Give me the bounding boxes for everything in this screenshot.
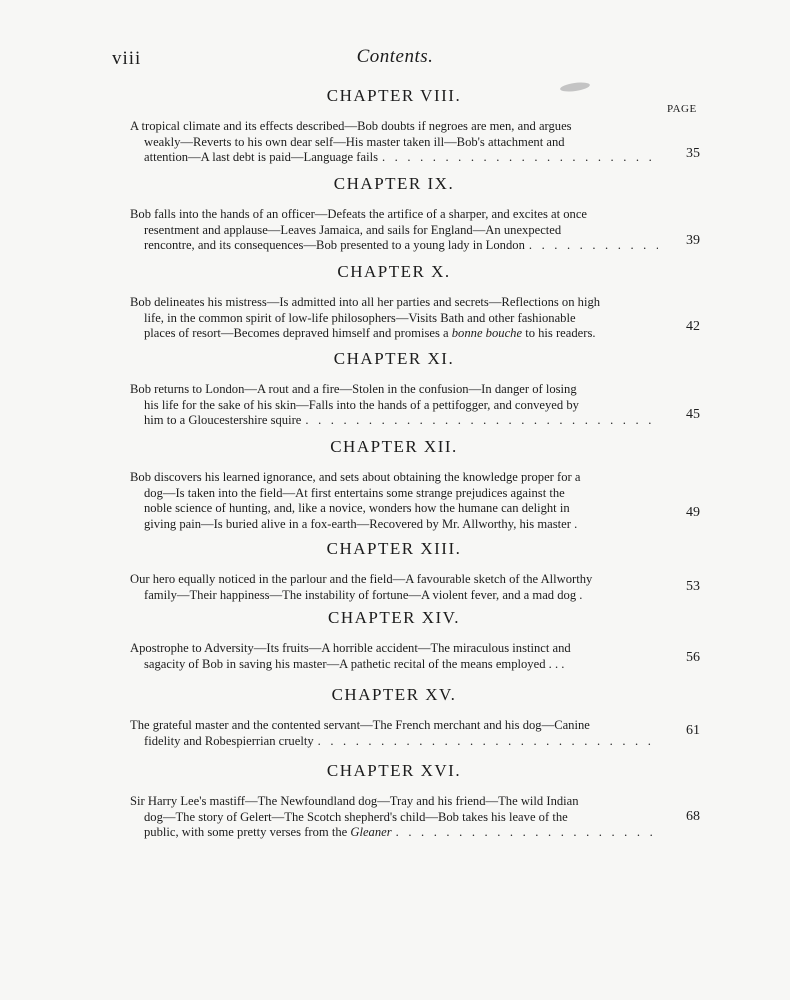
chapter-entry — [130, 685, 658, 749]
summary-line: his life for the sake of his skin—Falls into the hands of a pettifogger, and conveyed by — [144, 397, 579, 412]
summary-line: The grateful master and the contented servant—The French merchant and his dog—Canine — [130, 718, 590, 732]
summary-line: sagacity of Bob in saving his master—A pathetic recital of the means employed . . . — [144, 656, 565, 671]
chapter-summary — [130, 641, 658, 672]
chapter-title: CHAPTER XVI. — [326, 761, 462, 780]
chapter-summary — [130, 382, 658, 429]
leader-dots — [396, 825, 658, 841]
chapter-entry — [130, 349, 658, 429]
chapter-title: CHAPTER XIII. — [326, 539, 462, 558]
summary-line: noble science of hunting, and, like a novice, wonders how the humane can delight in — [144, 501, 570, 515]
chapter-title: CHAPTER X. — [337, 262, 451, 281]
summary-line: Our hero equally noticed in the parlour and the field—A favourable sketch of the Allworthy — [130, 572, 593, 586]
summary-line: Bob delineates his mistress—Is admitted into all her parties and secrets—Reflections on high — [130, 295, 601, 309]
running-head: Contents. — [356, 46, 434, 67]
chapter-summary — [130, 718, 658, 749]
summary-line: places of resort—Becomes depraved himself and promises a bonne bouche to his readers. — [144, 326, 596, 340]
leader-dots — [382, 150, 658, 166]
chapter-summary — [130, 119, 658, 166]
chapter-title: CHAPTER IX. — [333, 174, 455, 193]
chapter-title: CHAPTER VIII. — [326, 86, 462, 105]
page-number: 39 — [686, 233, 700, 248]
chapter-entry — [130, 539, 658, 603]
summary-line: rencontre, and its consequences—Bob presented to a young lady in London . . . — [130, 238, 658, 254]
chapter-entry — [130, 86, 658, 166]
chapter-entry — [130, 262, 658, 342]
chapter-summary — [130, 794, 658, 841]
page-number: 56 — [686, 650, 700, 665]
page-number: 53 — [686, 579, 700, 594]
summary-line: Sir Harry Lee's mastiff—The Newfoundland dog—Tray and his friend—The wild Indian — [130, 794, 579, 808]
chapter-summary — [130, 572, 658, 603]
summary-line: Bob returns to London—A rout and a fire—Stolen in the confusion—In danger of losing — [130, 382, 577, 396]
summary-line: Bob falls into the hands of an officer—Defeats the artifice of a sharper, and excites at once — [130, 207, 588, 221]
chapter-summary — [130, 207, 658, 254]
summary-line: weakly—Reverts to his own dear self—His master taken ill—Bob's attachment and — [144, 134, 565, 149]
summary-line: A tropical climate and its effects described—Bob doubts if negroes are men, and argues — [130, 119, 572, 133]
page-number: 61 — [686, 723, 700, 738]
page-number: 49 — [686, 505, 700, 520]
summary-line: public, with some pretty verses from the Gleaner . . . — [130, 825, 658, 841]
leader-dots — [318, 734, 658, 750]
page-number: 42 — [686, 319, 700, 334]
chapter-title: CHAPTER XV. — [331, 685, 457, 704]
summary-line: Bob discovers his learned ignorance, and sets about obtaining the knowledge proper for a — [130, 470, 581, 484]
summary-line: him to a Gloucestershire squire . . . — [130, 413, 658, 429]
chapter-entry — [130, 174, 658, 254]
summary-line: dog—The story of Gelert—The Scotch shepherd's child—Bob takes his leave of the — [144, 809, 568, 824]
summary-line: family—Their happiness—The instability of fortune—A violent fever, and a mad dog . — [144, 587, 583, 602]
summary-line: fidelity and Robespierrian cruelty . . . — [130, 734, 658, 750]
summary-line: dog—Is taken into the field—At first entertains some strange prejudices against the — [144, 485, 565, 500]
chapter-title: CHAPTER XI. — [333, 349, 455, 368]
summary-line: life, in the common spirit of low-life philosophers—Visits Bath and other fashionable — [144, 310, 576, 325]
page-number: 68 — [686, 809, 700, 824]
leader-dots — [305, 413, 658, 429]
page-number: 45 — [686, 407, 700, 422]
summary-line: attention—A last debt is paid—Language fails . . . — [130, 150, 658, 166]
summary-line: Apostrophe to Adversity—Its fruits—A horrible accident—The miraculous instinct and — [130, 641, 571, 655]
folio-number: viii — [112, 48, 142, 69]
chapter-entry — [130, 608, 658, 672]
chapter-entry — [130, 437, 658, 532]
chapter-title: CHAPTER XIV. — [328, 608, 460, 627]
chapter-entry — [130, 761, 658, 841]
page-number: 35 — [686, 146, 700, 161]
chapter-title: CHAPTER XII. — [330, 437, 458, 456]
leader-dots — [529, 238, 658, 254]
summary-line: resentment and applause—Leaves Jamaica, and sails for England—An unexpected — [144, 222, 562, 237]
summary-line: giving pain—Is buried alive in a fox-earth—Recovered by Mr. Allworthy, his master . — [144, 516, 578, 531]
chapter-summary — [130, 470, 658, 532]
page-column-label: PAGE — [667, 103, 697, 115]
chapter-summary — [130, 295, 658, 342]
